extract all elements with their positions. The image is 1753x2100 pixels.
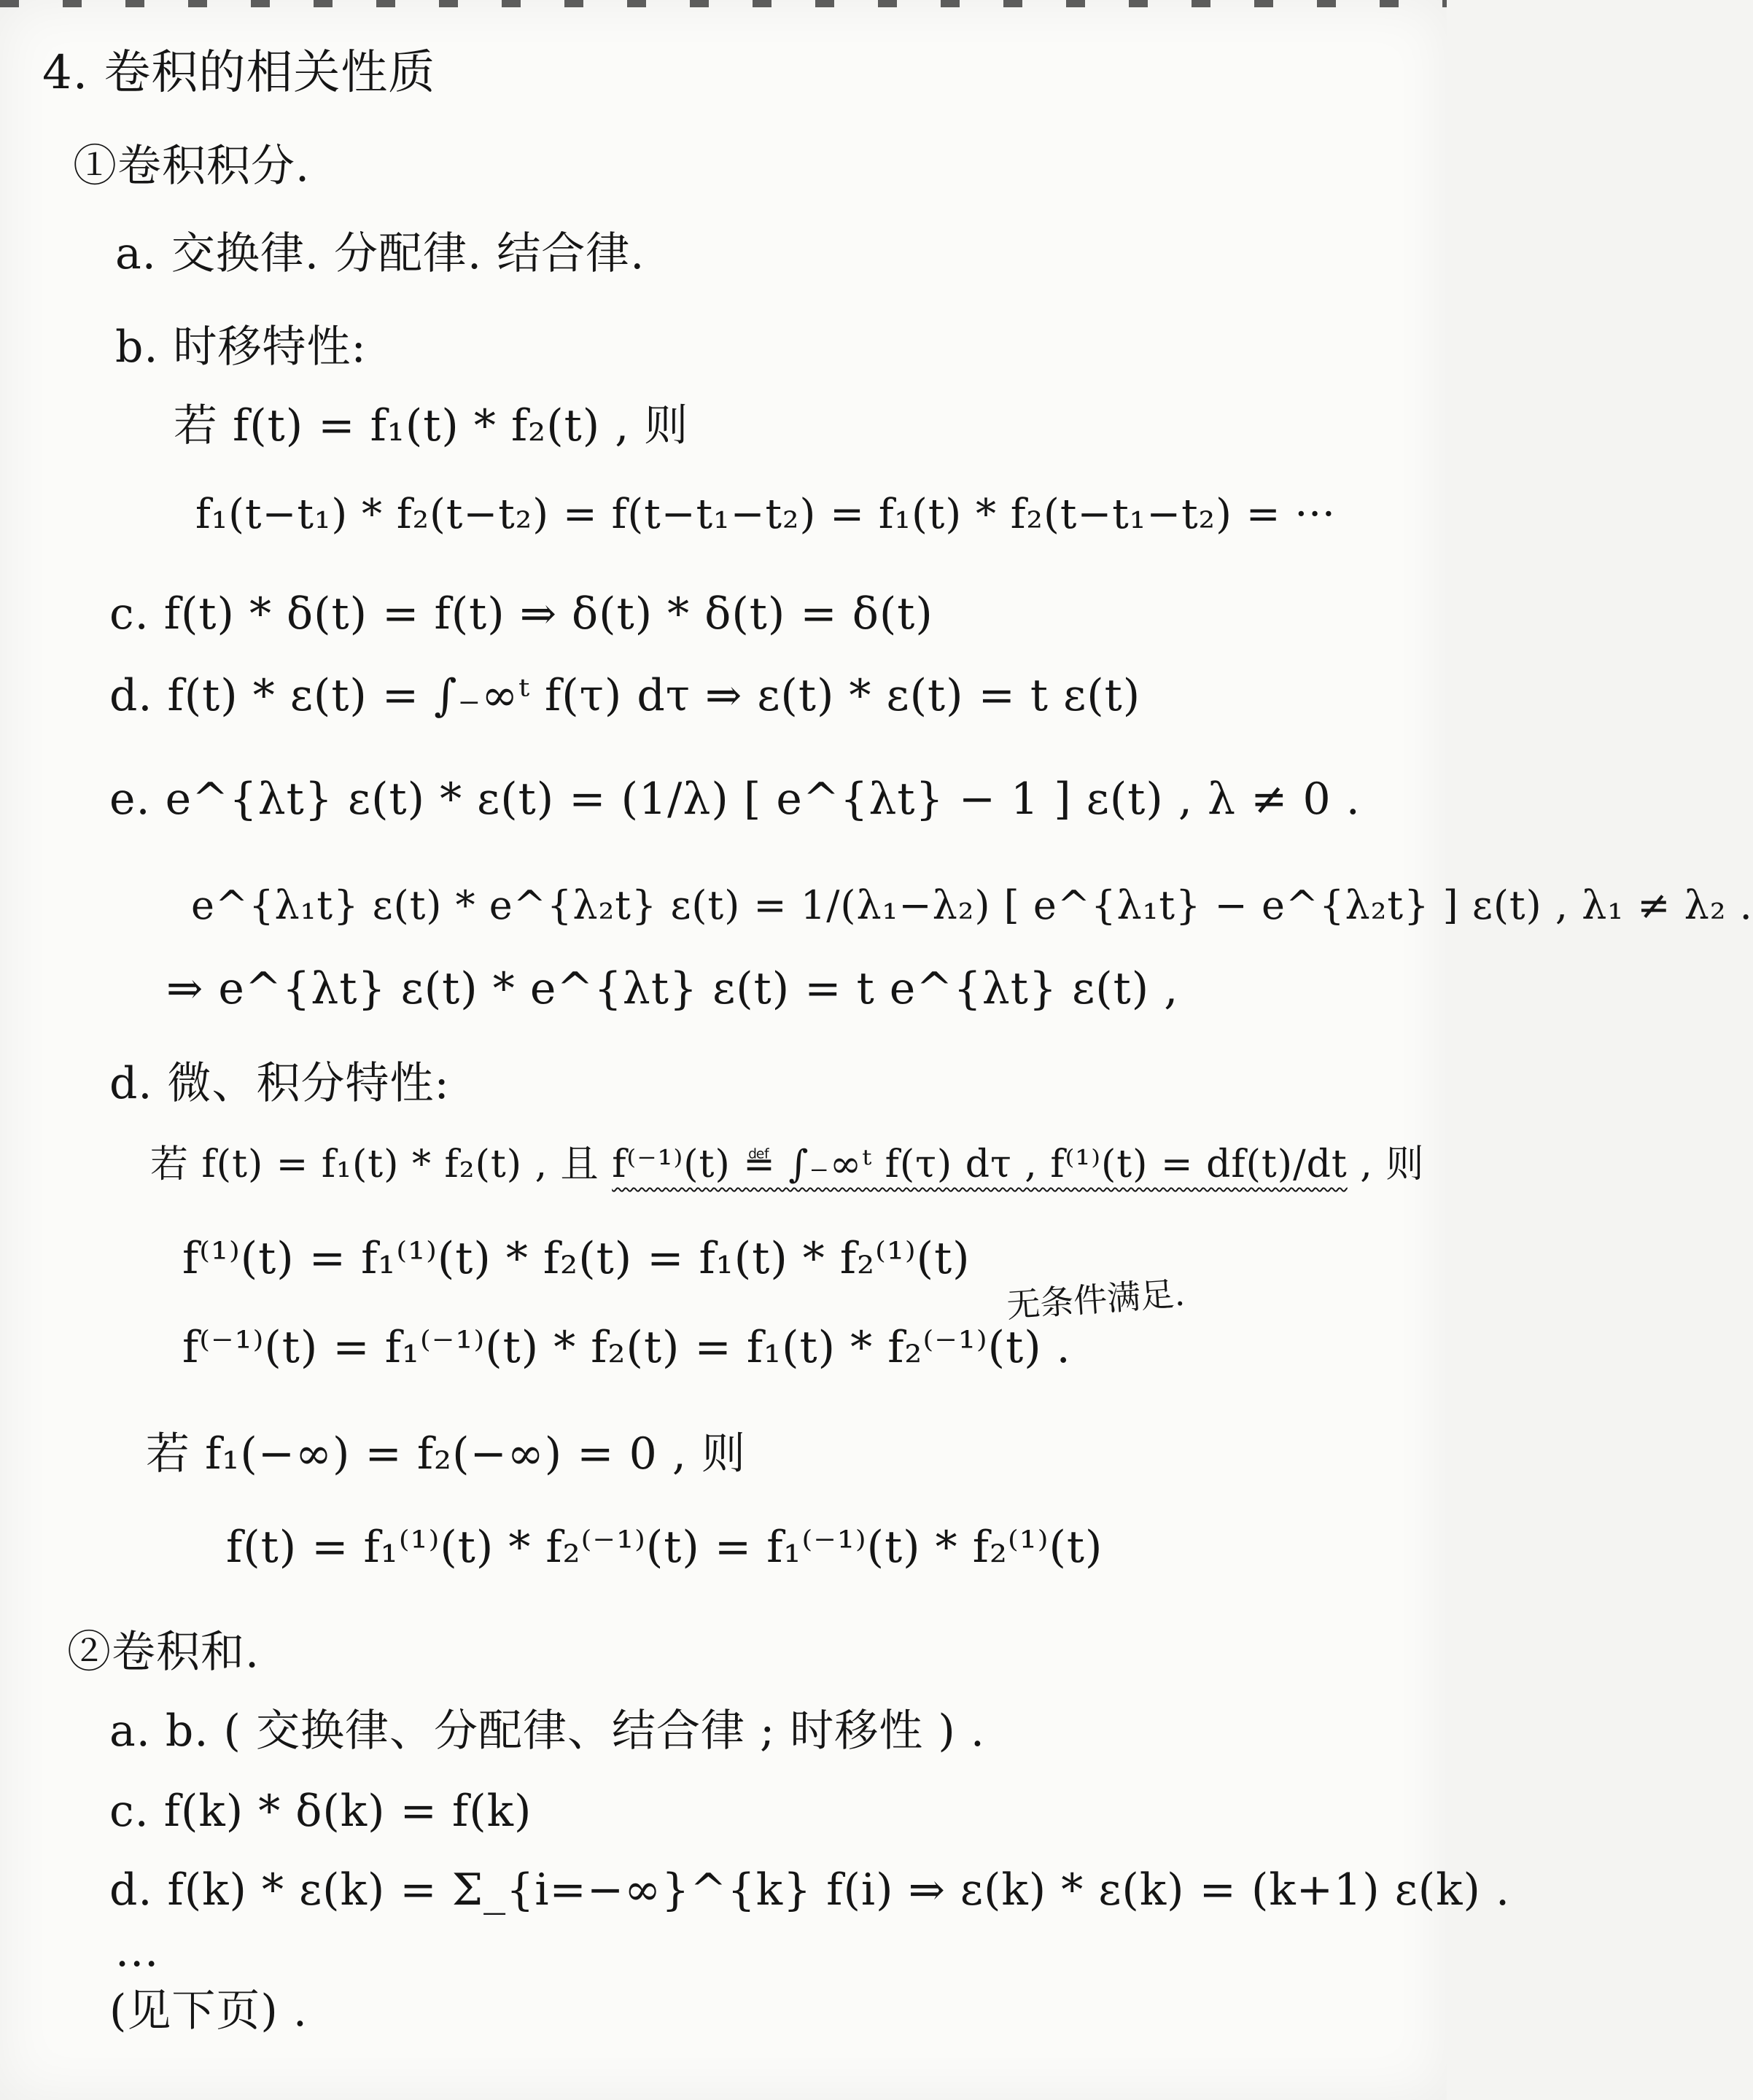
sum-item-d: d. f(k) * ε(k) = Σ_{i=−∞}^{k} f(i) ⇒ ε(k) * ε(k) = (k+1) ε(k) . — [109, 1864, 1511, 1916]
integral-equation: f⁽⁻¹⁾(t) = f₁⁽⁻¹⁾(t) * f₂(t) = f₁(t) * f₂⁽⁻¹⁾(t) . — [182, 1322, 1071, 1373]
derivative-equation: f⁽¹⁾(t) = f₁⁽¹⁾(t) * f₂(t) = f₁(t) * f₂⁽¹⁾(t) — [182, 1233, 971, 1284]
margin-note: 无条件满足. — [1005, 1273, 1186, 1326]
ellipsis: ... — [115, 1926, 160, 1977]
infinity-condition: 若 f₁(−∞) = f₂(−∞) = 0 , 则 — [146, 1428, 746, 1479]
item-c-delta: c. f(t) * δ(t) = f(t) ⇒ δ(t) * δ(t) = δ(t) — [109, 588, 933, 639]
item-d-condition — [150, 1142, 1424, 1187]
section2-heading: ②卷积和. — [67, 1627, 260, 1678]
page-title: 4. 卷积的相关性质 — [42, 46, 436, 100]
mixed-equation: f(t) = f₁⁽¹⁾(t) * f₂⁽⁻¹⁾(t) = f₁⁽⁻¹⁾(t) * f₂⁽¹⁾(t) — [226, 1522, 1103, 1573]
item-d-step: d. f(t) * ε(t) = ∫₋∞ᵗ f(τ) dτ ⇒ ε(t) * ε(t) = t ε(t) — [109, 670, 1141, 721]
condition-prefix: 若 f(t) = f₁(t) * f₂(t) , 且 — [150, 1143, 613, 1186]
item-b-heading: b. 时移特性: — [115, 322, 367, 373]
condition-suffix: , 则 — [1347, 1143, 1425, 1186]
item-e-exp1: e. e^{λt} ε(t) * ε(t) = (1/λ) [ e^{λt} − 1 ] ε(t) , λ ≠ 0 . — [109, 774, 1361, 825]
section1-heading: ①卷积积分. — [73, 141, 311, 192]
page-top-edge — [0, 0, 1447, 7]
item-e-exp2: e^{λ₁t} ε(t) * e^{λ₂t} ε(t) = 1/(λ₁−λ₂) [ e^{λ₁t} − e^{λ₂t} ] ε(t) , λ₁ ≠ λ₂ . — [191, 882, 1753, 928]
item-a-laws: a. 交换律. 分配律. 结合律. — [115, 228, 645, 279]
item-e-exp3: ⇒ e^{λt} ε(t) * e^{λt} ε(t) = t e^{λt} ε(t) , — [166, 963, 1179, 1014]
sum-item-ab: a. b. ( 交换律、分配律、结合律 ; 时移性 ) . — [109, 1706, 985, 1757]
definition-underlined: f⁽⁻¹⁾(t) ≝ ∫₋∞ᵗ f(τ) dτ , f⁽¹⁾(t) = df(t)/dt — [612, 1143, 1348, 1186]
item-d-diff-int-heading: d. 微、积分特性: — [109, 1058, 450, 1109]
item-b-condition: 若 f(t) = f₁(t) * f₂(t) , 则 — [174, 400, 689, 451]
continued-note: (见下页) . — [109, 1986, 308, 2037]
item-b-equation: f₁(t−t₁) * f₂(t−t₂) = f(t−t₁−t₂) = f₁(t) * f₂(t−t₁−t₂) = ··· — [195, 491, 1336, 538]
sum-item-c: c. f(k) * δ(k) = f(k) — [109, 1786, 532, 1837]
